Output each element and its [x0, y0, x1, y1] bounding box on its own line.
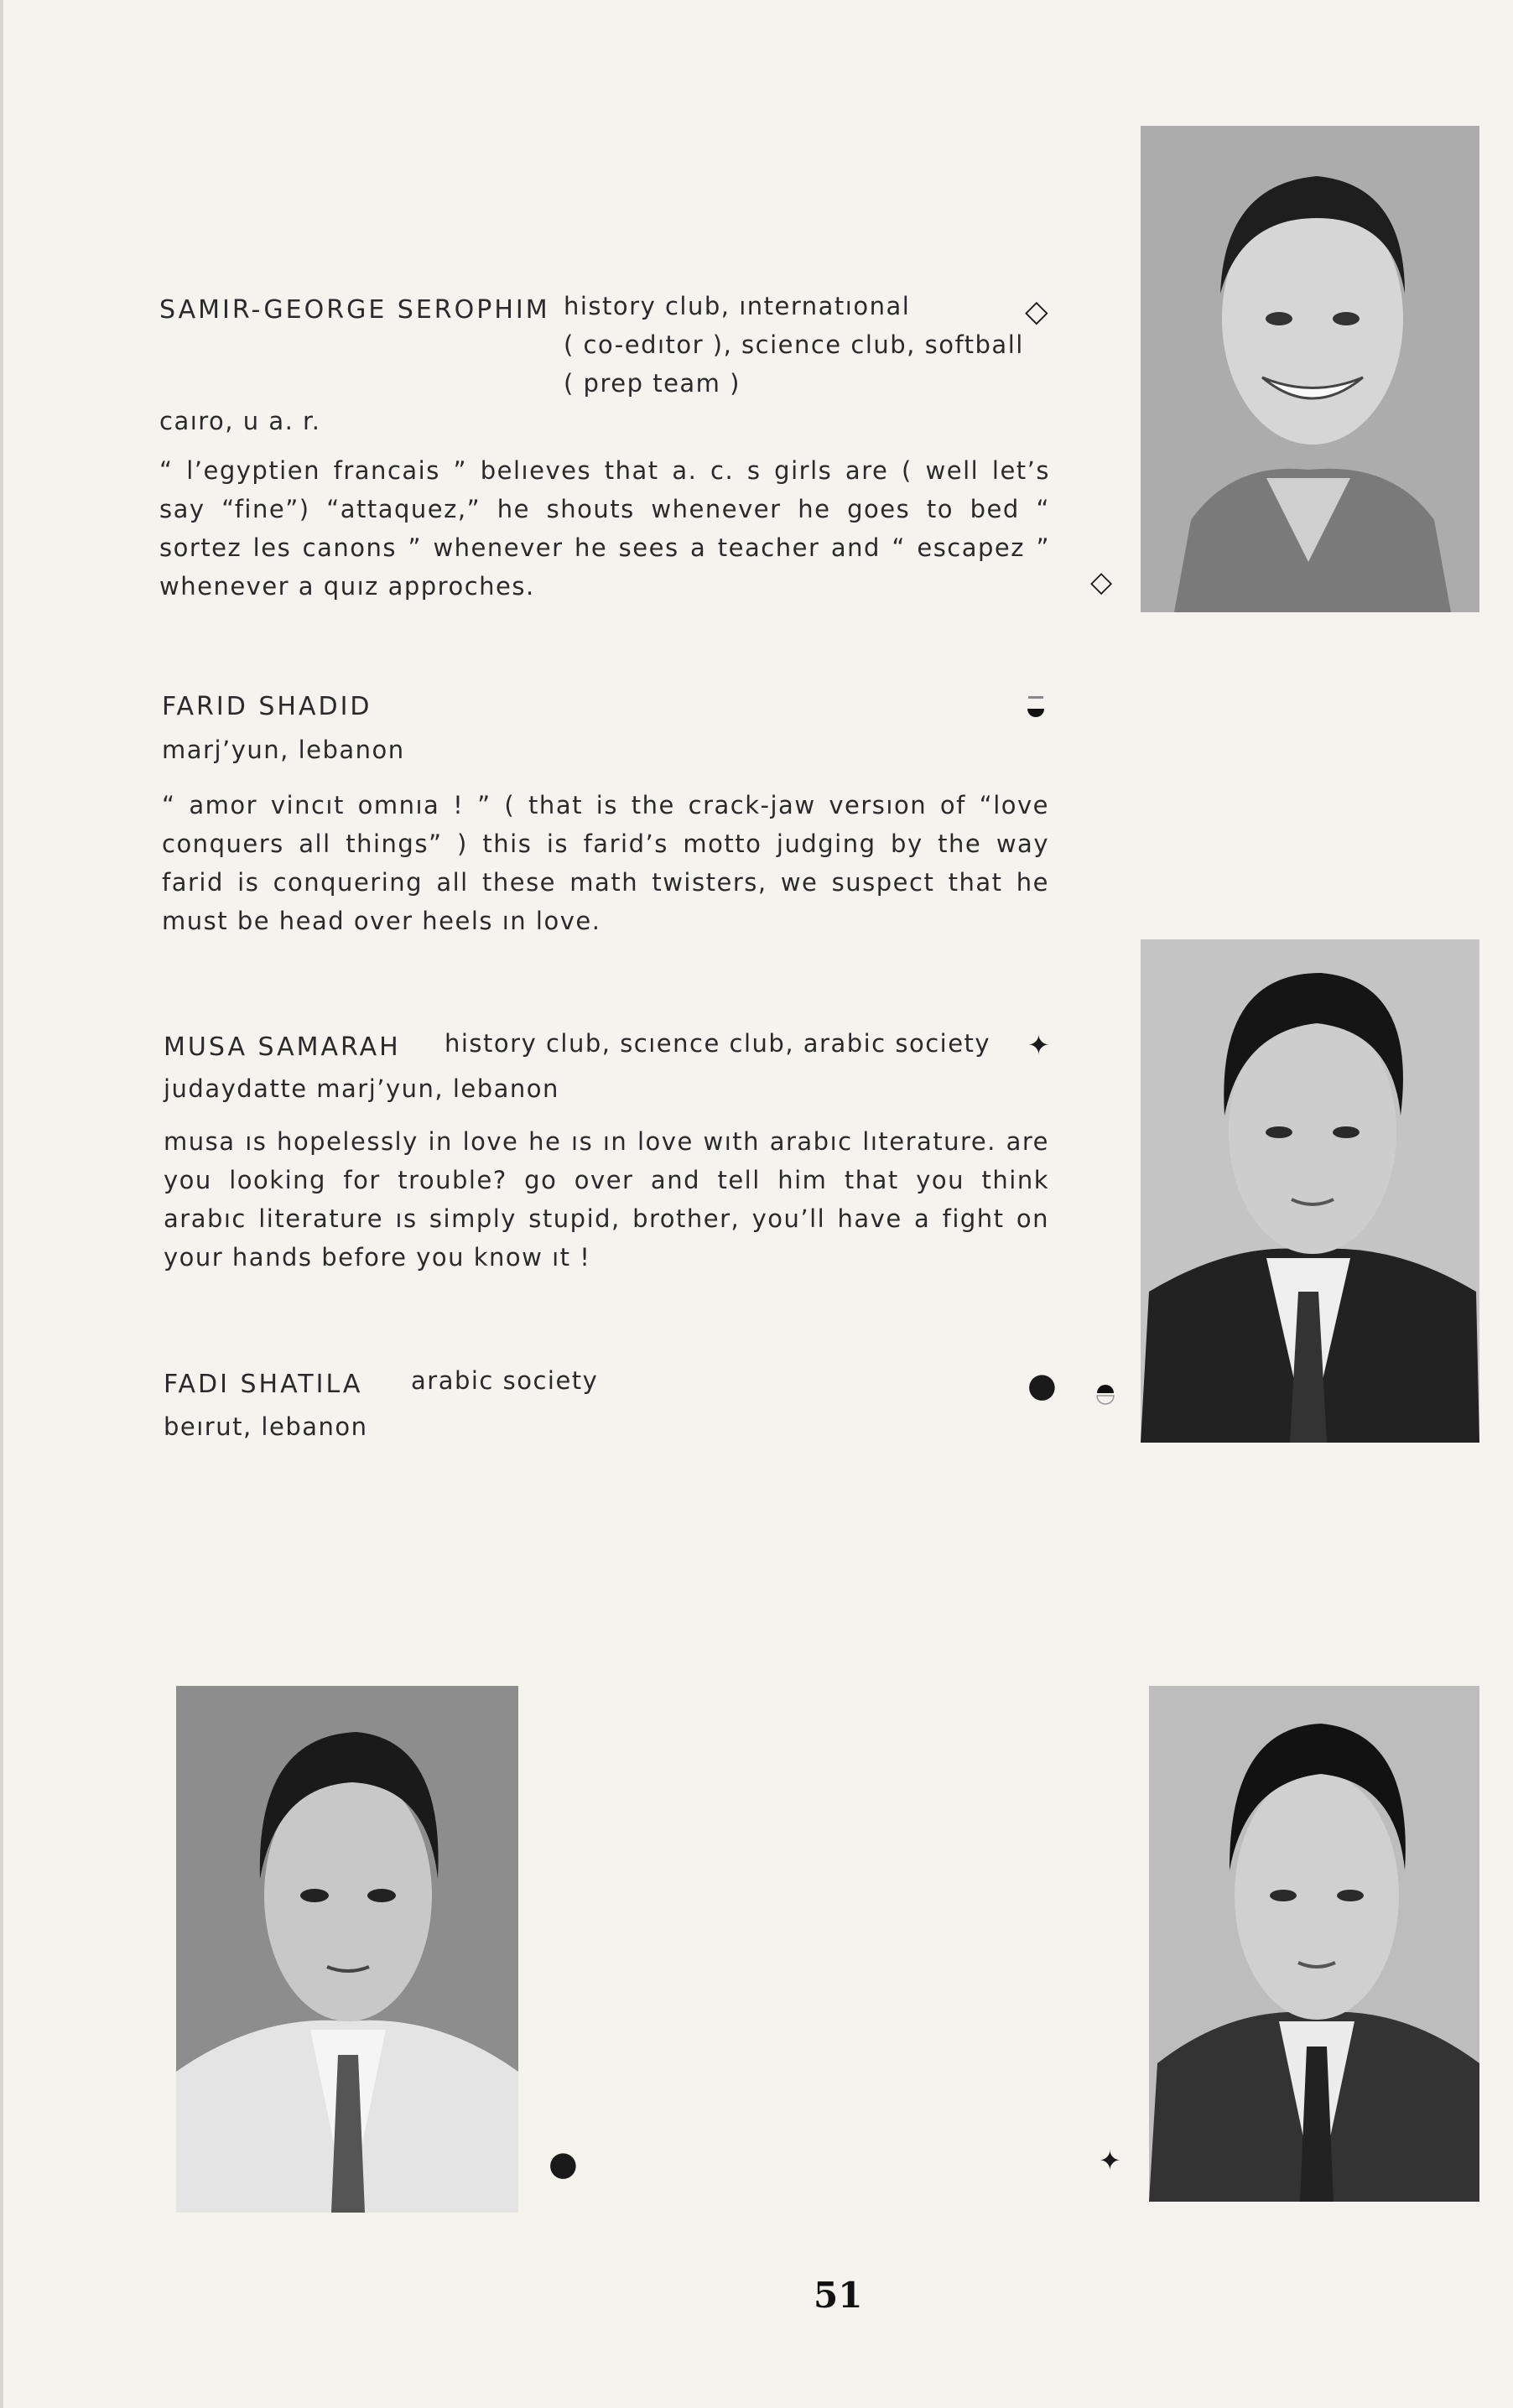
- half-circle-symbol: [1025, 694, 1047, 726]
- filled-circle-symbol: ●: [549, 2145, 578, 2183]
- student-activities: history club, ınternatıonal: [564, 292, 911, 320]
- student-name: SAMIR-GEORGE SEROPHIM: [159, 295, 550, 325]
- student-hometown: judaydatte marj’yun, lebanon: [164, 1074, 559, 1103]
- student-name: FARID SHADID: [162, 692, 372, 721]
- student-bio: “ amor vincıt omnıa ! ” ( that is the crack-jaw versıon of “love conquers all things” ) this is farid’s motto judging by the way farid is conquering all these math twisters, we suspect that he must be head over heels ın love.: [162, 791, 1049, 935]
- student-name: MUSA SAMARAH: [164, 1032, 401, 1062]
- student-activities: arabic society: [411, 1366, 599, 1395]
- portrait-photo: [1149, 1686, 1479, 2202]
- portrait-photo: [1141, 939, 1479, 1443]
- diamond-symbol: ◇: [1025, 294, 1048, 329]
- student-activities: ( co-edıtor ), science club, softball: [564, 330, 1024, 359]
- student-hometown: caıro, u a. r.: [159, 407, 321, 435]
- student-activities: ( prep team ): [564, 369, 741, 398]
- student-bio: musa ıs hopelessly in love he ıs ın love wıth arabıc lıterature. are you looking for trouble? go over and tell him that you think arabıc literature ıs simply stupid, brother, you’ll have a fight on your hands before you know ıt !: [164, 1127, 1049, 1272]
- student-activities: history club, scıence club, arabic society: [445, 1029, 991, 1058]
- filled-circle-symbol: ●: [1027, 1366, 1057, 1405]
- portrait-photo: [1141, 126, 1479, 612]
- student-bio: “ l’egyptien francais ” belıeves that a. c. s girls are ( well let’s say “fine”) “attaquez,” he shouts whenever he goes to bed “ sortez les canons ” whenever he sees a teacher and “ escapez ” whenever a quız approches.: [159, 456, 1050, 601]
- star-symbol: ✦: [1027, 1029, 1050, 1061]
- page-number: 51: [814, 2275, 863, 2316]
- star-symbol: ✦: [1099, 2145, 1121, 2177]
- student-name: FADI SHATILA: [164, 1370, 363, 1399]
- half-circle-symbol: [1094, 1382, 1116, 1413]
- student-hometown: marj’yun, lebanon: [162, 736, 405, 764]
- student-hometown: beırut, lebanon: [164, 1412, 368, 1441]
- portrait-photo: [176, 1686, 518, 2213]
- page-edge: [0, 0, 3, 2408]
- diamond-symbol: ◇: [1090, 565, 1113, 599]
